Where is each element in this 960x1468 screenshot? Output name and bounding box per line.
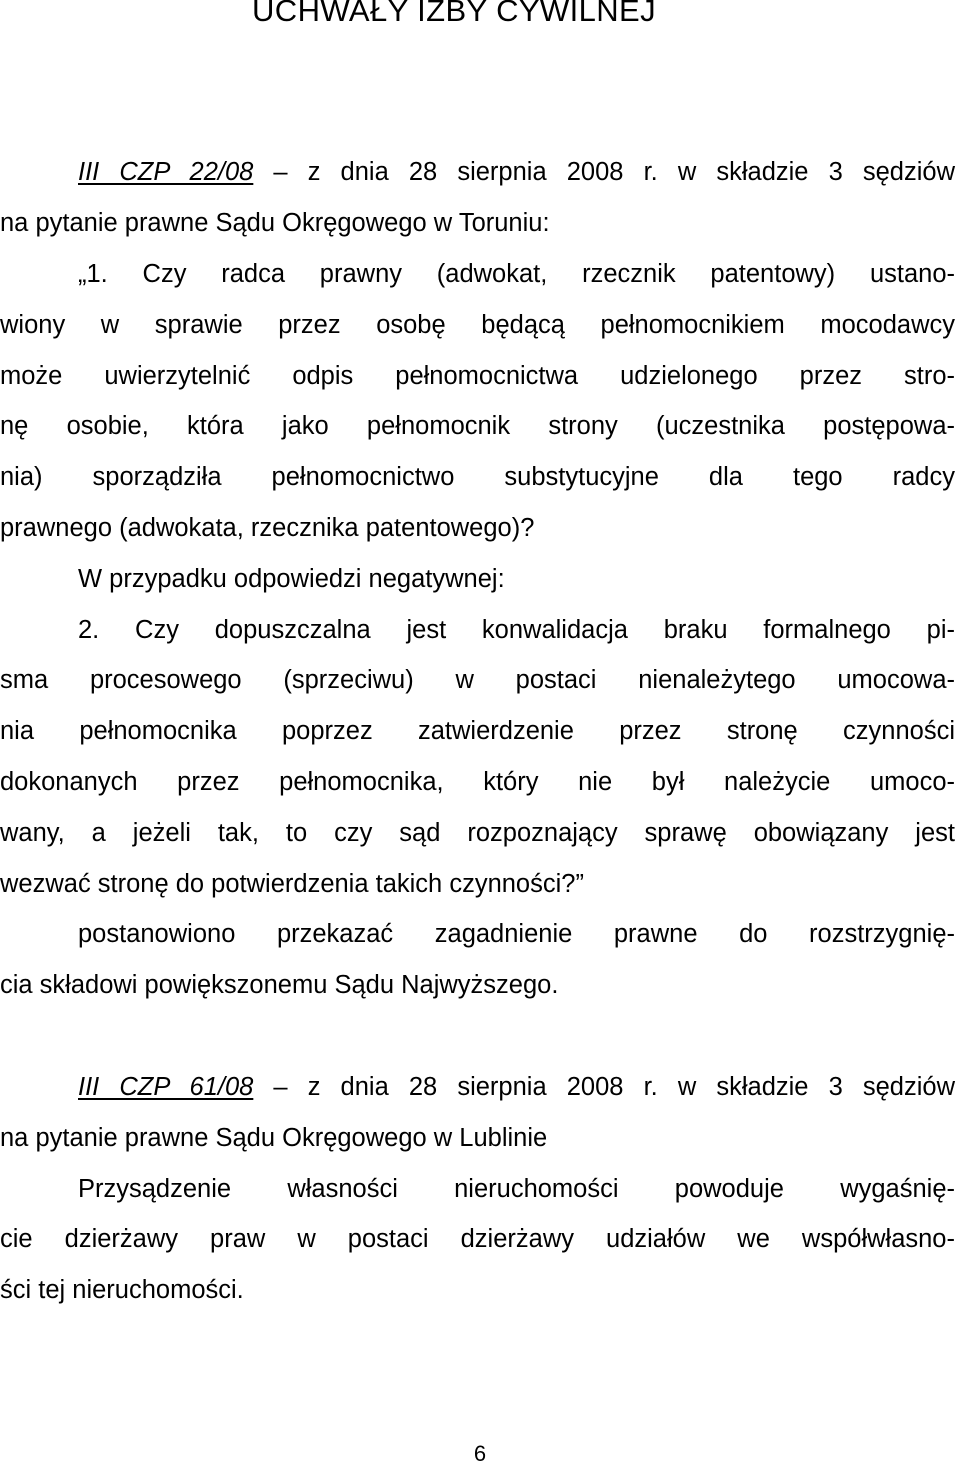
case1-resolution-line: cia składowi powiększonemu Sądu Najwyższego. — [0, 971, 559, 999]
case2-heading-line — [0, 1071, 955, 1103]
case1-question2-line: 2. Czy dopuszczalna jest konwalidacja braku formalnego pi- — [78, 616, 955, 644]
case1-question2-line: wany, a jeżeli tak, to czy sąd rozpoznający sprawę obowiązany jest — [0, 819, 955, 847]
case1-question2-line: dokonanych przez pełnomocnika, który nie był należycie umoco- — [0, 768, 955, 796]
case1-question2-line: nia pełnomocnika poprzez zatwierdzenie przez stronę czynności — [0, 717, 955, 745]
case1-question1-line: może uwierzytelnić odpis pełnomocnictwa udzielonego przez stro- — [0, 362, 955, 390]
case1-negative-line: W przypadku odpowiedzi negatywnej: — [78, 565, 505, 593]
case1-question-line: na pytanie prawne Sądu Okręgowego w Toruniu: — [0, 209, 550, 237]
case1-question1-line: „1. Czy radca prawny (adwokat, rzecznik patentowy) ustano- — [78, 260, 955, 288]
case1-question1-line: nę osobie, która jako pełnomocnik strony (uczestnika postępowa- — [0, 412, 955, 440]
case1-reference: III CZP 22/08 — [78, 158, 254, 186]
page-number: 6 — [473, 1441, 487, 1466]
case1-question1-line: nia) sporządziła pełnomocnictwo substytucyjne dla tego radcy — [0, 463, 955, 491]
case2-holding-line: ści tej nieruchomości. — [0, 1276, 244, 1304]
case2-holding-line: Przysądzenie własności nieruchomości powoduje wygaśnię- — [78, 1175, 955, 1203]
case2-reference: III CZP 61/08 — [78, 1073, 254, 1101]
case1-resolution-line: postanowiono przekazać zagadnienie prawne do rozstrzygnię- — [78, 920, 955, 948]
case1-question1-line: wiony w sprawie przez osobę będącą pełnomocnikiem mocodawcy — [0, 311, 955, 339]
case1-question1-line: prawnego (adwokata, rzecznika patentowego)? — [0, 514, 535, 542]
case1-heading-line — [0, 156, 955, 188]
case1-question2-line: sma procesowego (sprzeciwu) w postaci nienależytego umocowa- — [0, 666, 955, 694]
case1-date-line: – z dnia 28 sierpnia 2008 r. w składzie 3 sędziów — [253, 158, 955, 186]
case2-question-line: na pytanie prawne Sądu Okręgowego w Lublinie — [0, 1124, 548, 1152]
case2-date-line: – z dnia 28 sierpnia 2008 r. w składzie 3 sędziów — [253, 1073, 955, 1101]
case2-holding-line: cie dzierżawy praw w postaci dzierżawy udziałów we współwłasno- — [0, 1225, 955, 1253]
page-header — [0, 0, 960, 40]
page-title: UCHWAŁY IZBY CYWILNEJ — [252, 0, 657, 28]
case1-question2-line: wezwać stronę do potwierdzenia takich czynności?” — [0, 870, 584, 898]
